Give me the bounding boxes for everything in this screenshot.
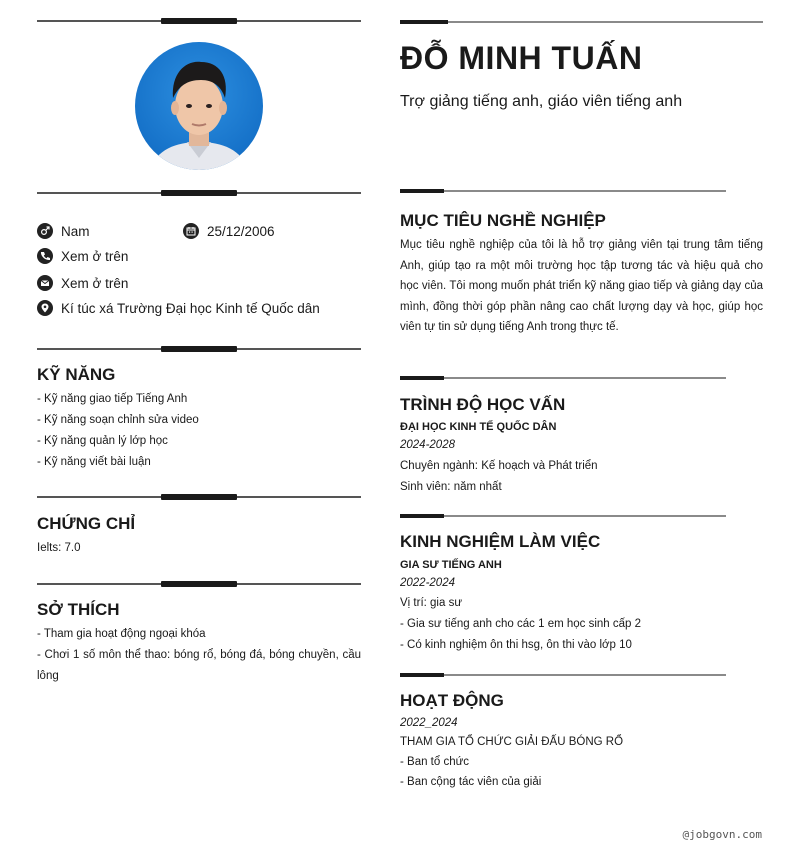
experience-period: 2022-2024 [400,577,455,589]
divider-skills [37,346,361,352]
list-item: - Tham gia hoạt động ngoại khóa [37,628,206,640]
location-pin-icon [37,300,53,316]
education-period: 2024-2028 [400,439,455,451]
list-item: - Ban tổ chức [400,756,470,768]
certificates-list [37,538,80,559]
list-item: - Ban cộng tác viên của giải [400,776,542,788]
avatar [135,42,263,170]
experience-company: GIA SƯ TIẾNG ANH [400,559,502,571]
education-title: TRÌNH ĐỘ HỌC VẤN [400,395,566,414]
email-row [37,275,128,291]
dob-row [183,223,275,239]
divider-info [37,190,361,196]
experience-title: KINH NGHIỆM LÀM VIỆC [400,532,601,551]
list-item: - Gia sư tiếng anh cho các 1 em học sinh cấp 2 [400,618,642,630]
job-title: Trợ giảng tiếng anh, giáo viên tiếng anh [400,93,683,110]
skills-list [37,389,199,473]
experience-position: Vị trí: gia sư [400,597,463,609]
divider-top-left [37,18,361,24]
gender-icon [37,223,53,239]
activities-list [400,752,541,792]
skills-title: KỸ NĂNG [37,365,116,384]
dob-value: 25/12/2006 [207,223,275,239]
activities-period: 2022_2024 [400,717,458,729]
list-item: - Chơi 1 số môn thể thao: bóng rổ, bóng đá, bóng chuyền, cầu lông [37,649,361,682]
list-item: - Kỹ năng soạn chỉnh sửa video [37,414,199,426]
phone-value: Xem ở trên [61,248,129,264]
gender-row [37,223,90,239]
list-item: - Kỹ năng viết bài luận [37,456,151,468]
hobbies-list [37,624,361,687]
activities-title: HOẠT ĐỘNG [400,691,504,710]
phone-row [37,248,128,264]
education-major: Chuyên ngành: Kế hoạch và Phát triển [400,460,598,472]
address-value: Kí túc xá Trường Đại học Kinh tế Quốc dân [61,300,320,316]
address-row [37,300,320,316]
hobbies-title: SỞ THÍCH [37,600,120,619]
activities-event: THAM GIA TỔ CHỨC GIẢI ĐẤU BÓNG RỔ [400,736,624,748]
objective-text: Mục tiêu nghề nghiệp của tôi là hỗ trợ giảng viên tại trung tâm tiếng Anh, giúp tạo ra một môi trường học tập tương tác và hiệu quả cho học viên. Tôi mong muốn phát triển kỹ năng giao tiếp và giảng dạy của mình, đồng thời góp phần nâng cao chất lượng dạy và học, giúp học viên tự tin sử dụng tiếng Anh trong thực tế. [400,239,763,333]
experience-list [400,614,641,656]
divider-objective [400,189,726,193]
list-item: - Có kinh nghiệm ôn thi hsg, ôn thi vào lớp 10 [400,639,632,651]
divider-hobbies [37,581,361,587]
divider-certificates [37,494,361,500]
divider-experience [400,514,726,518]
list-item: - Kỹ năng quản lý lớp học [37,435,168,447]
divider-education [400,376,726,380]
avatar-portrait [135,42,263,170]
education-status: Sinh viên: năm nhất [400,481,502,493]
school-name: ĐẠI HỌC KINH TẾ QUỐC DÂN [400,421,557,433]
email-value: Xem ở trên [61,275,129,291]
certificates-title: CHỨNG CHỈ [37,514,136,533]
divider-header [400,20,763,24]
calendar-icon [183,223,199,239]
mail-icon [37,275,53,291]
watermark: @jobgovn.com [682,828,762,841]
list-item: Ielts: 7.0 [37,542,81,554]
phone-icon [37,248,53,264]
divider-activities [400,673,726,677]
full-name: ĐỖ MINH TUẤN [400,40,643,76]
objective-title: MỤC TIÊU NGHỀ NGHIỆP [400,211,606,230]
list-item: - Kỹ năng giao tiếp Tiếng Anh [37,393,188,405]
gender-value: Nam [61,223,90,239]
